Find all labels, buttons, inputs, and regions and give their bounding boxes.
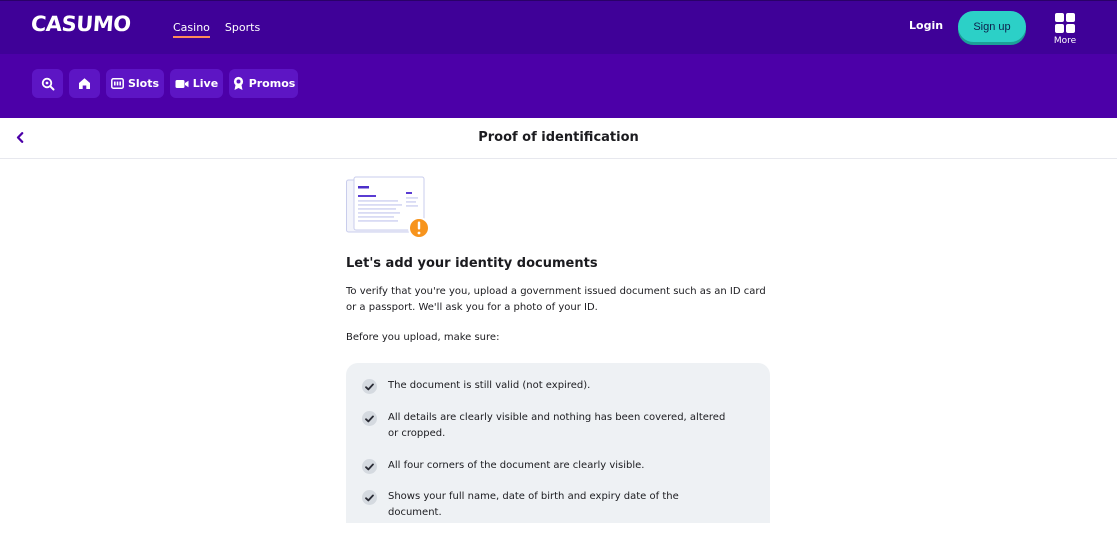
top-header bbox=[0, 0, 1117, 54]
top-nav bbox=[173, 21, 260, 38]
search-icon bbox=[41, 77, 55, 91]
signup-button[interactable]: Sign up bbox=[958, 11, 1026, 42]
checklist-item bbox=[362, 489, 728, 521]
checkmark-icon bbox=[362, 411, 377, 426]
camera-icon bbox=[175, 79, 189, 89]
checklist-item bbox=[362, 410, 728, 442]
sub-nav bbox=[0, 54, 1117, 118]
slots-button[interactable] bbox=[106, 69, 164, 98]
grid-icon bbox=[1055, 13, 1075, 33]
checkmark-icon bbox=[362, 459, 377, 474]
home-icon bbox=[78, 77, 91, 90]
section-heading: Let's add your identity documents bbox=[346, 256, 598, 271]
promos-label: Promos bbox=[248, 77, 296, 90]
checklist-item bbox=[362, 458, 728, 474]
intro-text: To verify that you're you, upload a government issued document such as an ID card or a passport. We'll ask you for a photo of your ID. bbox=[346, 286, 766, 313]
login-link[interactable]: Login bbox=[909, 19, 944, 32]
before-upload-text: Before you upload, make sure: bbox=[346, 332, 500, 343]
checklist-item bbox=[362, 378, 728, 394]
checkmark-icon bbox=[362, 379, 377, 394]
page-header bbox=[0, 118, 1117, 159]
badge-icon bbox=[232, 76, 245, 91]
live-label: Live bbox=[192, 77, 219, 90]
search-button[interactable] bbox=[32, 69, 63, 98]
checklist-item-text: All four corners of the document are clearly visible. bbox=[388, 460, 645, 471]
home-button[interactable] bbox=[69, 69, 100, 98]
checkmark-icon bbox=[362, 490, 377, 505]
promos-button[interactable] bbox=[229, 69, 298, 98]
more-menu[interactable] bbox=[1052, 13, 1078, 46]
requirements-checklist bbox=[346, 363, 770, 523]
page-title: Proof of identification bbox=[478, 130, 639, 145]
casumo-logo[interactable]: CASUMO bbox=[30, 12, 132, 36]
id-document-illustration bbox=[346, 176, 432, 240]
live-button[interactable] bbox=[170, 69, 223, 98]
nav-sports[interactable]: Sports bbox=[224, 21, 261, 34]
checklist-item-text: The document is still valid (not expired). bbox=[388, 380, 591, 391]
slots-label: Slots bbox=[127, 77, 160, 90]
checklist-item-text: Shows your full name, date of birth and expiry date of the document. bbox=[388, 491, 679, 518]
nav-casino[interactable]: Casino bbox=[173, 21, 210, 38]
more-label: More bbox=[1053, 36, 1077, 46]
checklist-item-text: All details are clearly visible and nothing has been covered, altered or cropped. bbox=[388, 412, 726, 439]
slots-icon bbox=[111, 78, 124, 89]
